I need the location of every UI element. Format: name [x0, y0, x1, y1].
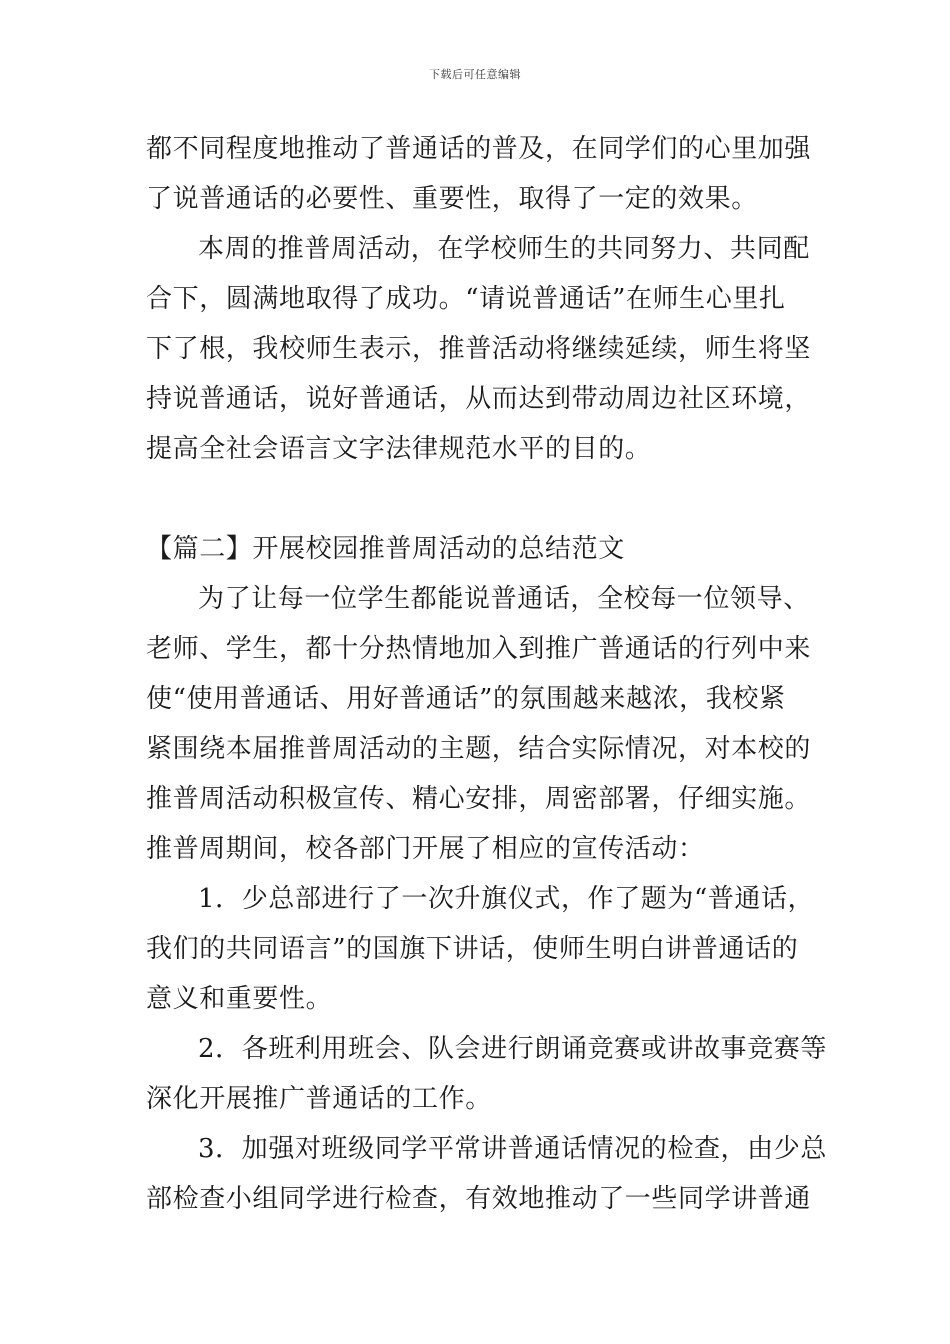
- section-heading: 【篇二】开展校园推普周活动的总结范文: [146, 534, 625, 564]
- text-line: 老师、学生，都十分热情地加入到推广普通话的行列中来: [146, 634, 812, 664]
- text-line: 部检查小组同学进行检查，有效地推动了一些同学讲普通: [146, 1184, 812, 1214]
- text-line: 下了根，我校师生表示，推普活动将继续延续，师生将坚: [146, 334, 812, 364]
- paragraph-start-line: 为了让每一位学生都能说普通话，全校每一位领导、: [198, 584, 810, 614]
- page-header: 下载后可任意编辑: [429, 68, 521, 81]
- text-line: 深化开展推广普通话的工作。: [146, 1084, 492, 1114]
- text-line: 我们的共同语言”的国旗下讲话，使师生明白讲普通话的: [146, 934, 799, 964]
- text-line: 合下，圆满地取得了成功。“请说普通话”在师生心里扎: [146, 284, 786, 314]
- list-item-start-line: 1．少总部进行了一次升旗仪式，作了题为“普通话，: [198, 884, 815, 914]
- text-line: 了说普通话的必要性、重要性，取得了一定的效果。: [146, 184, 758, 214]
- list-item-start-line: 2．各班利用班会、队会进行朗诵竞赛或讲故事竞赛等: [198, 1034, 827, 1064]
- text-line: 都不同程度地推动了普通话的普及，在同学们的心里加强: [146, 134, 812, 164]
- text-line: 持说普通话，说好普通话，从而达到带动周边社区环境，: [146, 384, 812, 414]
- text-line: 意义和重要性。: [146, 984, 333, 1014]
- text-line: 使“使用普通话、用好普通话”的氛围越来越浓，我校紧: [146, 684, 786, 714]
- paragraph-start-line: 本周的推普周活动，在学校师生的共同努力、共同配: [198, 234, 810, 264]
- text-line: 提高全社会语言文字法律规范水平的目的。: [146, 434, 652, 464]
- text-line: 紧围绕本届推普周活动的主题，结合实际情况，对本校的: [146, 734, 812, 764]
- text-line: 推普周活动积极宣传、精心安排，周密部署，仔细实施。: [146, 784, 812, 814]
- list-item-start-line: 3．加强对班级同学平常讲普通话情况的检查，由少总: [198, 1134, 827, 1164]
- text-line: 推普周期间，校各部门开展了相应的宣传活动：: [146, 834, 705, 864]
